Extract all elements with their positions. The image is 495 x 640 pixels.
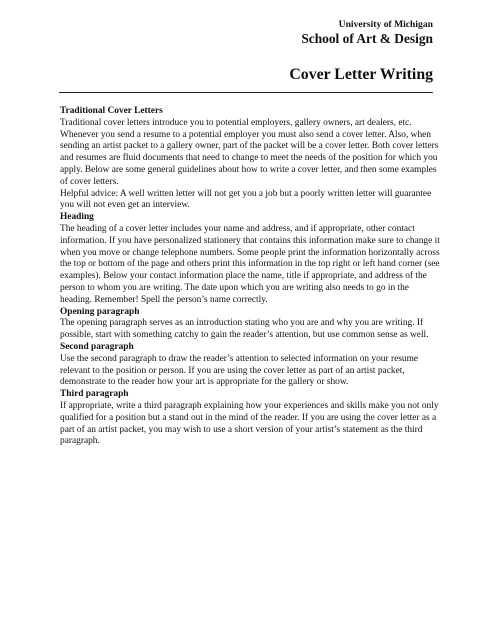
section-paragraph: Use the second paragraph to draw the reader’s attention to selected information on your resume relevant to the position or person. If you are using the cover letter as part of an artist packet, demonstrate to the reader how your art is appropriate for the gallery or show. <box>60 353 419 388</box>
section-heading: Heading <box>60 212 94 223</box>
institution-header <box>301 19 433 47</box>
university-name: University of Michigan <box>338 19 433 30</box>
section-second-paragraph <box>60 342 442 389</box>
section-heading: Second paragraph <box>60 341 134 352</box>
section-heading: Third paragraph <box>60 389 129 400</box>
section-paragraph: Traditional cover letters introduce you to potential employers, gallery owners, art dealers, etc. Whenever you send a resume to a potential employer you must also send a cover letter. Also, when sending an artist packet to a gallery owner, part of the packet will be a cover letter. Both cover letters and resumes are fluid documents that need to change to meet the needs of the position for which you apply. Below are some general guidelines about how to write a cover letter, and then some examples of cover letters. <box>60 117 439 187</box>
section-traditional-cover-letters <box>60 106 442 212</box>
section-paragraph: Helpful advice: A well written letter will not get you a job but a poorly written letter will guarantee you will not even get an interview. <box>60 188 432 211</box>
document-body <box>60 106 442 448</box>
section-paragraph: The heading of a cover letter includes your name and address, and if appropriate, other contact information. If you have personalized stationery that contains this information make sure to change it when you move or change telephone numbers. Some people print the information horizontally across the top or bottom of the page and others print this information in the top right or left hand corner (see examples). Below your contact information place the name, title if appropriate, and address of the person to whom you are writing. The date upon which you are writing also needs to go in the heading. Remember! Spell the person’s name correctly. <box>60 223 440 305</box>
section-heading: Traditional Cover Letters <box>60 106 163 116</box>
section-third-paragraph <box>60 389 442 448</box>
section-heading-info <box>60 212 442 306</box>
section-paragraph: If appropriate, write a third paragraph explaining how your experiences and skills make you not only qualified for a position but a stand out in the mind of the reader. If you are using the cover letter as a part of an artist packet, you may wish to use a short version of your artist’s statement as the third paragraph. <box>60 400 439 447</box>
school-name: School of Art & Design <box>301 31 433 46</box>
document-title: Cover Letter Writing <box>289 66 433 83</box>
section-opening-paragraph <box>60 307 442 342</box>
title-divider <box>59 92 433 93</box>
section-paragraph: The opening paragraph serves as an introduction stating who you are and why you are writing. If possible, start with something catchy to gain the reader’s attention, but use common sense as well. <box>60 318 429 341</box>
section-heading: Opening paragraph <box>60 306 140 317</box>
